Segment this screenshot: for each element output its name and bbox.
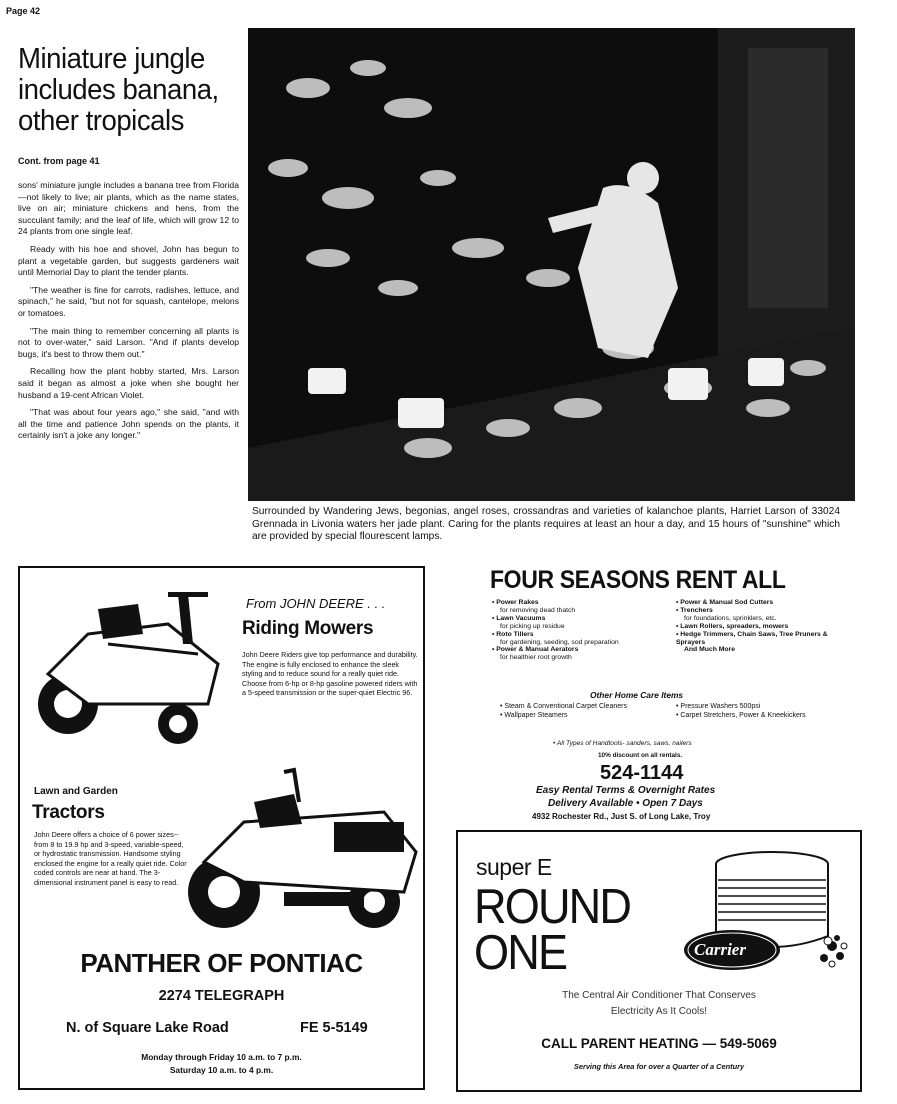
garden-photo — [248, 28, 855, 501]
carrier-logo: Carrier — [694, 940, 746, 959]
super-e-label: super E — [476, 854, 552, 880]
headline-line-2: includes banana, — [18, 74, 219, 106]
other-item: • Steam & Conventional Carpet Cleaners — [500, 703, 627, 710]
dealer-name: PANTHER OF PONTIAC — [80, 948, 363, 978]
other-items-right — [676, 702, 836, 721]
discount-line: 10% discount on all rentals. — [598, 752, 683, 759]
service-item: • Power Rakes for removing dead thatch — [492, 599, 576, 614]
john-deere-ad — [18, 566, 425, 1090]
from-john-deere: From JOHN DEERE . . . — [246, 596, 386, 611]
riding-mowers-text: John Deere Riders give top performance and durability. The engine is fully enclosed to enhance the sleek styling and to reduce sound for a really quiet ride. Choose from 6-hp or 8-hp gasoline powered riders with a 5-speed transmission or the super-quiet Electric 96. — [242, 650, 418, 698]
air-conditioner-illustration — [662, 846, 852, 986]
service-item: • Lawn Vacuums for picking up residue — [492, 614, 565, 630]
dealer-location: N. of Square Lake Road — [66, 1020, 229, 1036]
parent-heating-phone: CALL PARENT HEATING — 549-5069 — [541, 1036, 777, 1051]
tractors-text: John Deere offers a choice of 6 power sizes--from 8 to 19.9 hp and 3-speed, variable-speed, or hydrostatic transmission. Handsome styling enclosed the engine for a really quiet ride. Color coded controls are near at hand. The 3-dimensional instrument panel is easy to read. — [34, 830, 187, 887]
headline-line-3: other tropicals — [18, 105, 184, 137]
one-label: ONE — [474, 926, 567, 980]
article-paragraph: Ready with his hoe and shovel, John has begun to plant a vegetable garden, but suggests gardeners wait until Memorial Day to plant the tender plants. — [18, 243, 239, 278]
service-item: • Lawn Rollers, spreaders, mowers — [676, 622, 789, 630]
continued-note: Cont. from page 41 — [18, 156, 100, 166]
article-paragraph: "The main thing to remember concerning all plants is not to over-water," said Larson. "And if plants develop bugs, it's best to throw them out." — [18, 325, 239, 359]
rental-terms: Easy Rental Terms & Overnight Rates — [536, 785, 716, 796]
carrier-ad — [456, 830, 862, 1092]
conditioner-tagline-2: Electricity As It Cools! — [610, 1006, 708, 1017]
other-item: • Pressure Washers 500psi — [676, 703, 761, 710]
dealer-street: 2274 TELEGRAPH — [158, 988, 285, 1004]
lawn-tractor-illustration — [184, 762, 420, 942]
four-seasons-phone: 524-1144 — [600, 762, 684, 784]
serving-area-line: Serving this Area for over a Quarter of a Century — [573, 1062, 745, 1071]
headline-line-1: Miniature jungle — [18, 43, 205, 75]
service-item: • Trenchers for foundations, sprinklers, etc. — [676, 606, 777, 622]
other-items-left — [500, 702, 660, 721]
plants-photo-illustration — [248, 28, 855, 501]
article-headline — [18, 44, 232, 137]
weekday-hours: Monday through Friday 10 a.m. to 7 p.m. — [141, 1052, 302, 1062]
riding-mower-illustration — [28, 584, 228, 744]
saturday-hours: Saturday 10 a.m. to 4 p.m. — [169, 1065, 274, 1075]
four-seasons-title: FOUR SEASONS RENT ALL — [490, 566, 786, 594]
handtools-line: • All Types of Handtools- sanders, saws, nailers — [553, 740, 692, 747]
conditioner-tagline-1: The Central Air Conditioner That Conserves — [562, 990, 756, 1001]
other-item: • Carpet Stretchers, Power & Kneekickers — [676, 712, 806, 720]
service-item: • Power & Manual Aerators for healthier root growth — [492, 646, 579, 662]
service-item: • Power & Manual Sod Cutters — [676, 599, 774, 606]
dealer-phone: FE 5-5149 — [300, 1020, 368, 1036]
tractors-title: Tractors — [32, 802, 105, 823]
photo-caption: Surrounded by Wandering Jews, begonias, angel roses, crossandras and varieties of kalanchoe plants, Harriet Larson of 33024 Grennada in Livonia waters her jade plant. Caring for the plants requires at least an hour a day, and 15 hours of "sunshine" which are provided by special flourescent lamps. — [252, 506, 840, 543]
article-paragraph: "That was about four years ago," she said, "and with all the time and patience John spends on the plants, it certainly isn't a joke any longer." — [18, 407, 239, 441]
services-left-column — [492, 599, 662, 662]
other-items-title: Other Home Care Items — [590, 690, 684, 700]
service-item: And Much More — [684, 646, 735, 654]
article-paragraph: sons' miniature jungle includes a banana tree from Florida—not likely to live; air plants, which as the name states, live on air; miniature chickens and hens, from the succulant family; and the leaf of life, which will grow 12 to 24 plants from one single leaf. — [18, 180, 239, 237]
services-right-column — [676, 599, 846, 654]
article-body — [18, 180, 239, 448]
page-number: Page 42 — [6, 6, 41, 16]
article-paragraph: "The weather is fine for carrots, radishes, lettuce, and spinach," he said, "but not for squash, cantelope, melons or tomatoes. — [18, 284, 239, 318]
other-item: • Wallpaper Steamers — [500, 712, 568, 720]
article-paragraph: Recalling how the plant hobby started, Mrs. Larson said it began as almost a joke when she bought her husband a 19-cent African Violet. — [18, 366, 239, 400]
lawn-and-garden-label: Lawn and Garden — [34, 786, 118, 797]
service-item: • Hedge Trimmers, Chain Saws, Tree Pruners & Sprayers — [676, 630, 828, 646]
riding-mowers-title: Riding Mowers — [242, 618, 374, 639]
service-item: • Roto Tillers for gardening, seeding, sod preparation — [492, 630, 619, 646]
round-label: ROUND — [474, 880, 631, 934]
four-seasons-address: 4932 Rochester Rd., Just S. of Long Lake, Troy — [532, 812, 711, 821]
delivery-line: Delivery Available • Open 7 Days — [548, 798, 703, 809]
